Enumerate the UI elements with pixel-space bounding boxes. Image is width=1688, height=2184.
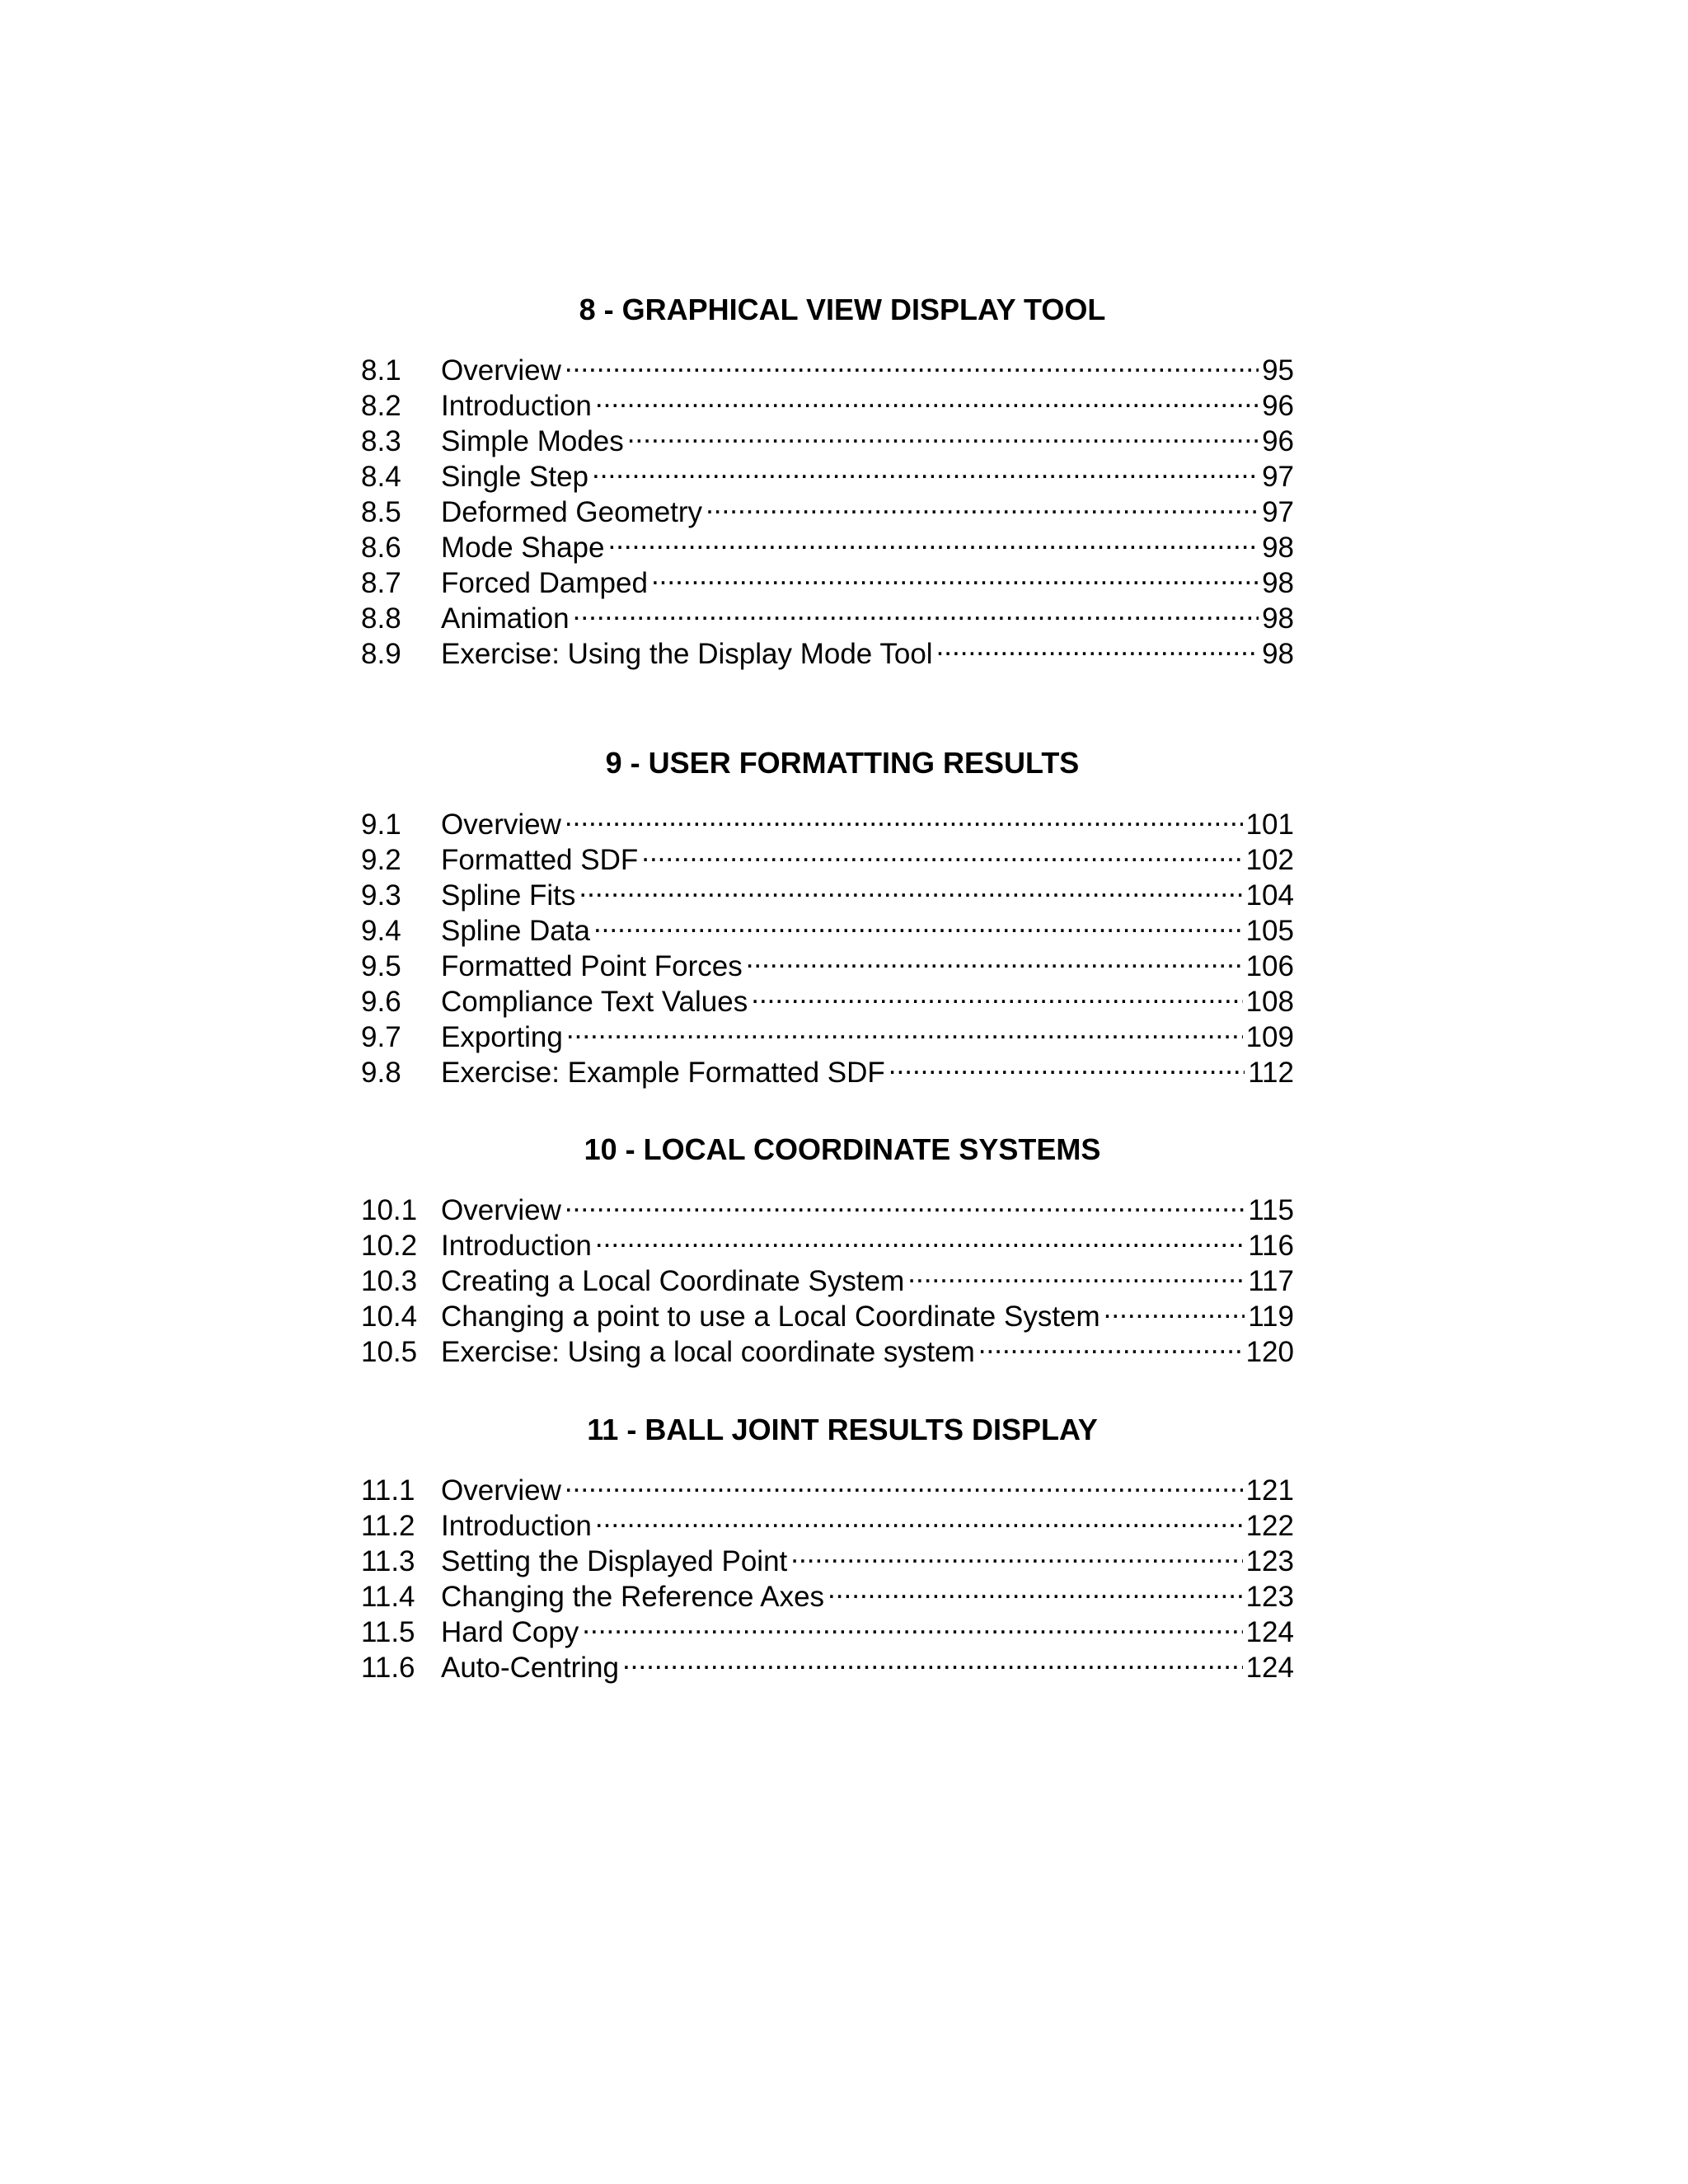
dot-leader bbox=[595, 1500, 1243, 1535]
toc-entry[interactable] bbox=[361, 1535, 1294, 1577]
entry-page-number: 104 bbox=[1245, 879, 1294, 912]
entry-number: 9.3 bbox=[361, 879, 401, 912]
dot-leader bbox=[627, 415, 1259, 451]
toc-entry[interactable] bbox=[361, 522, 1294, 564]
entry-page-number: 123 bbox=[1245, 1545, 1294, 1577]
toc-entry[interactable] bbox=[361, 799, 1294, 841]
entry-title: Mode Shape bbox=[441, 532, 605, 564]
entry-title: Overview bbox=[441, 808, 561, 841]
dot-leader bbox=[751, 976, 1242, 1011]
entry-page-number: 98 bbox=[1262, 567, 1294, 599]
toc-section-8 bbox=[361, 292, 1294, 328]
dot-leader bbox=[790, 1535, 1242, 1571]
entry-number: 8.2 bbox=[361, 390, 401, 422]
dot-leader bbox=[565, 1184, 1245, 1220]
entry-title: Auto-Centring bbox=[441, 1652, 619, 1684]
toc-section-9 bbox=[361, 745, 1294, 781]
toc-entry[interactable] bbox=[361, 976, 1294, 1018]
entry-number: 8.9 bbox=[361, 638, 401, 670]
entry-page-number: 112 bbox=[1248, 1057, 1294, 1089]
entry-title: Introduction bbox=[441, 390, 592, 422]
entry-title: Exercise: Using the Display Mode Tool bbox=[441, 638, 933, 670]
entry-page-number: 108 bbox=[1245, 986, 1294, 1018]
entry-number: 10.5 bbox=[361, 1336, 418, 1368]
section-title: 8 - GRAPHICAL VIEW DISPLAY TOOL bbox=[579, 293, 1106, 326]
section-title: 10 - LOCAL COORDINATE SYSTEMS bbox=[584, 1132, 1101, 1166]
entry-page-number: 105 bbox=[1245, 915, 1294, 947]
toc-entry[interactable] bbox=[361, 593, 1294, 635]
entry-title: Spline Data bbox=[441, 915, 590, 947]
entry-number: 11.5 bbox=[361, 1616, 415, 1648]
entry-number: 10.4 bbox=[361, 1301, 418, 1333]
dot-leader bbox=[936, 628, 1259, 663]
entry-page-number: 116 bbox=[1248, 1230, 1294, 1262]
entry-number: 10.1 bbox=[361, 1194, 418, 1226]
toc-entry[interactable] bbox=[361, 1326, 1294, 1368]
entry-number: 11.1 bbox=[361, 1474, 415, 1507]
dot-leader bbox=[746, 940, 1243, 976]
entry-page-number: 101 bbox=[1245, 808, 1294, 841]
entry-title: Single Step bbox=[441, 461, 589, 493]
entry-page-number: 106 bbox=[1245, 950, 1294, 982]
entry-title: Simple Modes bbox=[441, 425, 624, 457]
entry-title: Introduction bbox=[441, 1510, 592, 1542]
entry-page-number: 124 bbox=[1245, 1652, 1294, 1684]
entry-title: Setting the Displayed Point bbox=[441, 1545, 788, 1577]
dot-leader bbox=[573, 593, 1259, 628]
dot-leader bbox=[651, 557, 1259, 593]
entry-page-number: 95 bbox=[1262, 354, 1294, 387]
dot-leader bbox=[565, 344, 1259, 380]
entry-number: 8.4 bbox=[361, 461, 401, 493]
entry-title: Exercise: Example Formatted SDF bbox=[441, 1057, 885, 1089]
entry-number: 11.3 bbox=[361, 1545, 415, 1577]
entry-page-number: 97 bbox=[1262, 461, 1294, 493]
entry-page-number: 124 bbox=[1245, 1616, 1294, 1648]
entry-number: 10.2 bbox=[361, 1230, 418, 1262]
toc-entry[interactable] bbox=[361, 1255, 1294, 1297]
entry-title: Exercise: Using a local coordinate system bbox=[441, 1336, 975, 1368]
toc-entries-section-8 bbox=[361, 344, 1294, 670]
entry-title: Changing the Reference Axes bbox=[441, 1581, 825, 1613]
entry-title: Hard Copy bbox=[441, 1616, 579, 1648]
entry-page-number: 120 bbox=[1245, 1336, 1294, 1368]
entry-page-number: 96 bbox=[1262, 425, 1294, 457]
entry-title: Changing a point to use a Local Coordinate System bbox=[441, 1301, 1100, 1333]
entry-number: 11.6 bbox=[361, 1652, 415, 1684]
dot-leader bbox=[595, 1220, 1245, 1255]
toc-entry[interactable] bbox=[361, 1571, 1294, 1613]
entry-title: Exporting bbox=[441, 1021, 563, 1053]
toc-entry[interactable] bbox=[361, 1011, 1294, 1053]
dot-leader bbox=[565, 1465, 1243, 1500]
toc-entry[interactable] bbox=[361, 1606, 1294, 1648]
entry-title: Formatted Point Forces bbox=[441, 950, 743, 982]
toc-entry[interactable] bbox=[361, 344, 1294, 387]
entry-page-number: 121 bbox=[1245, 1474, 1294, 1507]
entry-number: 9.5 bbox=[361, 950, 401, 982]
toc-entry[interactable] bbox=[361, 1047, 1294, 1089]
entry-page-number: 98 bbox=[1262, 638, 1294, 670]
dot-leader bbox=[622, 1642, 1243, 1677]
entry-title: Animation bbox=[441, 602, 570, 635]
toc-entry[interactable] bbox=[361, 834, 1294, 876]
entry-page-number: 98 bbox=[1262, 532, 1294, 564]
section-title: 11 - BALL JOINT RESULTS DISPLAY bbox=[587, 1413, 1098, 1446]
dot-leader bbox=[907, 1255, 1245, 1291]
entry-page-number: 119 bbox=[1248, 1301, 1294, 1333]
entry-title: Deformed Geometry bbox=[441, 496, 703, 528]
entry-number: 11.4 bbox=[361, 1581, 415, 1613]
toc-entry[interactable] bbox=[361, 1465, 1294, 1507]
dot-leader bbox=[592, 451, 1259, 486]
toc-entry[interactable] bbox=[361, 557, 1294, 599]
dot-leader bbox=[978, 1326, 1243, 1361]
entry-title: Overview bbox=[441, 1194, 561, 1226]
dot-leader bbox=[582, 1606, 1242, 1642]
dot-leader bbox=[706, 486, 1259, 522]
section-title: 9 - USER FORMATTING RESULTS bbox=[605, 746, 1080, 780]
entry-page-number: 122 bbox=[1245, 1510, 1294, 1542]
entry-number: 8.5 bbox=[361, 496, 401, 528]
dot-leader bbox=[607, 522, 1259, 557]
entry-number: 9.2 bbox=[361, 844, 401, 876]
toc-section-10 bbox=[361, 1132, 1294, 1168]
entry-title: Spline Fits bbox=[441, 879, 576, 912]
entry-title: Overview bbox=[441, 1474, 561, 1507]
entry-page-number: 97 bbox=[1262, 496, 1294, 528]
entry-number: 9.6 bbox=[361, 986, 401, 1018]
dot-leader bbox=[641, 834, 1242, 869]
dot-leader bbox=[595, 380, 1259, 415]
entry-page-number: 98 bbox=[1262, 602, 1294, 635]
toc-entries-section-10 bbox=[361, 1184, 1294, 1368]
toc-entry[interactable] bbox=[361, 940, 1294, 982]
entry-number: 8.8 bbox=[361, 602, 401, 635]
entry-title: Forced Damped bbox=[441, 567, 648, 599]
entry-title: Introduction bbox=[441, 1230, 592, 1262]
toc-entry[interactable] bbox=[361, 1220, 1294, 1262]
dot-leader bbox=[579, 869, 1242, 905]
entry-number: 8.1 bbox=[361, 354, 401, 387]
toc-entry[interactable] bbox=[361, 415, 1294, 457]
toc-entries-section-11 bbox=[361, 1465, 1294, 1684]
dot-leader bbox=[593, 905, 1243, 940]
entry-number: 9.1 bbox=[361, 808, 401, 841]
dot-leader bbox=[1104, 1291, 1245, 1326]
dot-leader bbox=[889, 1047, 1245, 1082]
entry-number: 9.8 bbox=[361, 1057, 401, 1089]
entry-page-number: 109 bbox=[1245, 1021, 1294, 1053]
entry-page-number: 115 bbox=[1248, 1194, 1294, 1226]
entry-title: Formatted SDF bbox=[441, 844, 639, 876]
entry-title: Creating a Local Coordinate System bbox=[441, 1265, 905, 1297]
toc-entry[interactable] bbox=[361, 486, 1294, 528]
dot-leader bbox=[565, 799, 1243, 834]
entry-number: 8.3 bbox=[361, 425, 401, 457]
dot-leader bbox=[828, 1571, 1243, 1606]
entry-page-number: 123 bbox=[1245, 1581, 1294, 1613]
entry-number: 10.3 bbox=[361, 1265, 418, 1297]
entry-number: 11.2 bbox=[361, 1510, 415, 1542]
toc-entry[interactable] bbox=[361, 1184, 1294, 1226]
entry-number: 8.6 bbox=[361, 532, 401, 564]
toc-entry[interactable] bbox=[361, 380, 1294, 422]
toc-entries-section-9 bbox=[361, 799, 1294, 1089]
entry-number: 9.7 bbox=[361, 1021, 401, 1053]
toc-entry[interactable] bbox=[361, 1291, 1294, 1333]
toc-entry[interactable] bbox=[361, 869, 1294, 912]
toc-entry[interactable] bbox=[361, 628, 1294, 670]
toc-entry[interactable] bbox=[361, 1642, 1294, 1684]
entry-page-number: 102 bbox=[1245, 844, 1294, 876]
entry-title: Overview bbox=[441, 354, 561, 387]
toc-entry[interactable] bbox=[361, 1500, 1294, 1542]
entry-page-number: 117 bbox=[1248, 1265, 1294, 1297]
toc-section-11 bbox=[361, 1412, 1294, 1448]
entry-number: 9.4 bbox=[361, 915, 401, 947]
toc-entry[interactable] bbox=[361, 451, 1294, 493]
entry-title: Compliance Text Values bbox=[441, 986, 748, 1018]
dot-leader bbox=[566, 1011, 1243, 1047]
entry-page-number: 96 bbox=[1262, 390, 1294, 422]
toc-entry[interactable] bbox=[361, 905, 1294, 947]
entry-number: 8.7 bbox=[361, 567, 401, 599]
